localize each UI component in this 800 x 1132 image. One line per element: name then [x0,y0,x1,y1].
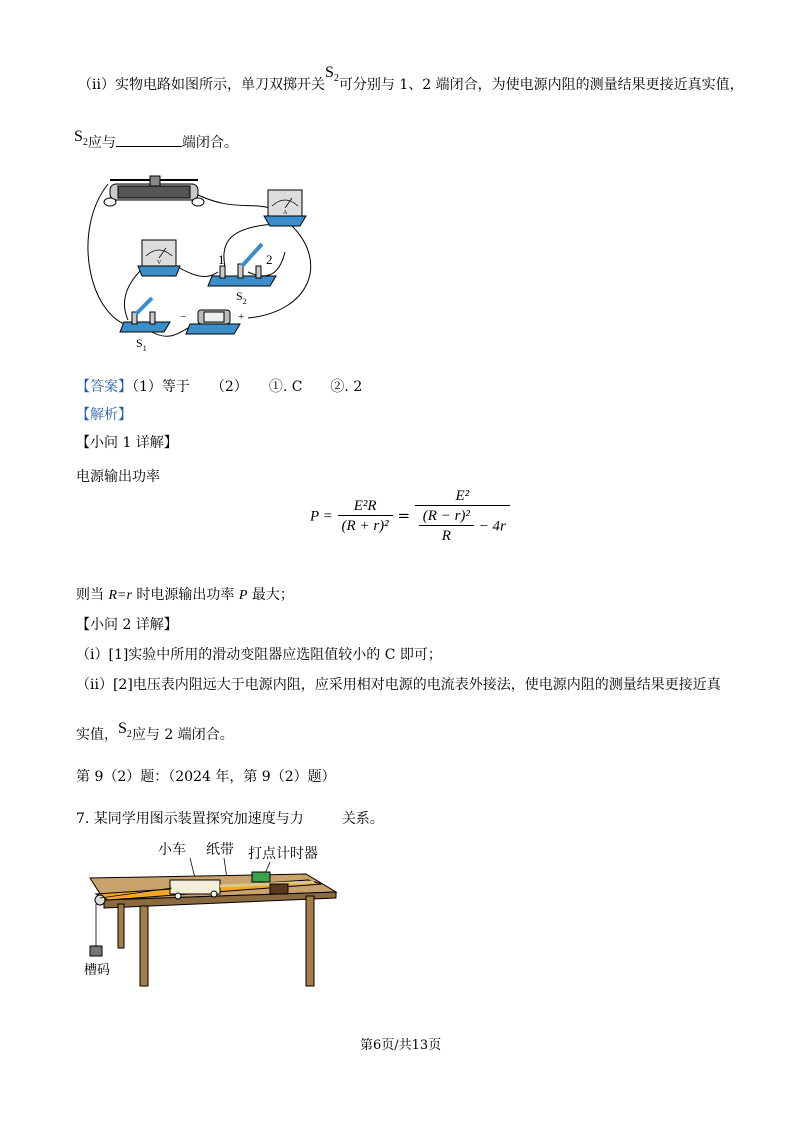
switch-s2 [208,244,276,306]
terminal-1-label: 1 [218,252,225,267]
answer-blank [116,134,182,147]
switch-s1 [120,298,170,353]
source-note: 第 9（2）题：（2024 年，第 9（2）题） [76,769,336,785]
explanation-ii-cont: 实值，$S_2$应与 2 端闭合。 [76,720,234,743]
formula-lhs: P = [310,508,333,525]
ammeter-label: A [283,210,288,216]
voltmeter-label: V [157,260,162,266]
s1-label: $S_1$ [136,336,147,353]
conclusion-line: 则当 R=r 时电源输出功率 P 最大； [76,587,294,603]
battery-minus: − [180,311,187,323]
table-leg [306,896,314,986]
battery-plus: + [238,311,245,323]
explanation-i: （i）[1]实验中所用的滑动变阻器应选阻值较小的 C 即可； [76,647,442,663]
page-footer: 第6页/共13页 [360,1038,442,1053]
weight-label: 槽码 [84,962,111,977]
q-ii-suffix: 可分别与 1、2 端闭合，为使电源内阻的测量结果更接近真实值， [338,77,744,93]
cart-label: 小车 [158,843,186,858]
apparatus-diagram [78,838,348,990]
power-label: 电源输出功率 [76,469,160,485]
ammeter [264,190,306,226]
answer-line [76,376,362,396]
question-7: 7. 某同学用图示装置探究加速度与力 关系。 [76,811,384,827]
s2-symbol: $S_2$ [324,64,339,84]
fraction-1: $\frac{\text{E²R}}{\text{(R + r)²}}$ [338,498,393,535]
battery [180,310,244,334]
tape-label: 纸带 [206,843,234,858]
explanation-ii: （ii）[2]电压表内阻远大于电源内阻，应采用相对电源的电流表外接法，使电源内阻的测量结果更接近真 [76,677,721,693]
q-ii-prefix: （ii）实物电路如图所示，单刀双掷开关 [78,77,325,93]
question-ii-line1 [78,64,744,94]
pulley [95,895,105,905]
question-ii-line2: $S_2$应与 端闭合。 [74,128,238,151]
power-formula: P = $\frac{\text{E²R}}{\text{(R + r)²}}$ = E² $\frac{\text{(R − r)²}}{R}$ − 4r [310,488,510,545]
s2-label: $S_2$ [236,289,247,306]
hanging-weight [90,946,102,956]
fraction-2: E² $\frac{\text{(R − r)²}}{R}$ − 4r [415,488,510,545]
voltmeter [138,240,180,276]
analysis-tag: 【解析】 [76,407,132,423]
answer-text: （1）等于 （2） ①. C ②. 2 [132,379,363,395]
ticker-timer [252,872,270,882]
timer-label: 打点计时器 [248,847,318,862]
sub2-title: 【小问 2 详解】 [76,617,178,633]
circuit-diagram [80,172,330,357]
answer-tag: 【答案】 [76,379,132,395]
s2-symbol-2: $S_2$ [74,128,88,148]
terminal-2-label: 2 [266,252,273,267]
s2-symbol-3: $S_2$ [118,720,132,740]
rheostat [104,176,204,206]
sub1-title: 【小问 1 详解】 [76,435,178,451]
table-leg [118,904,124,948]
table-leg [140,906,148,986]
